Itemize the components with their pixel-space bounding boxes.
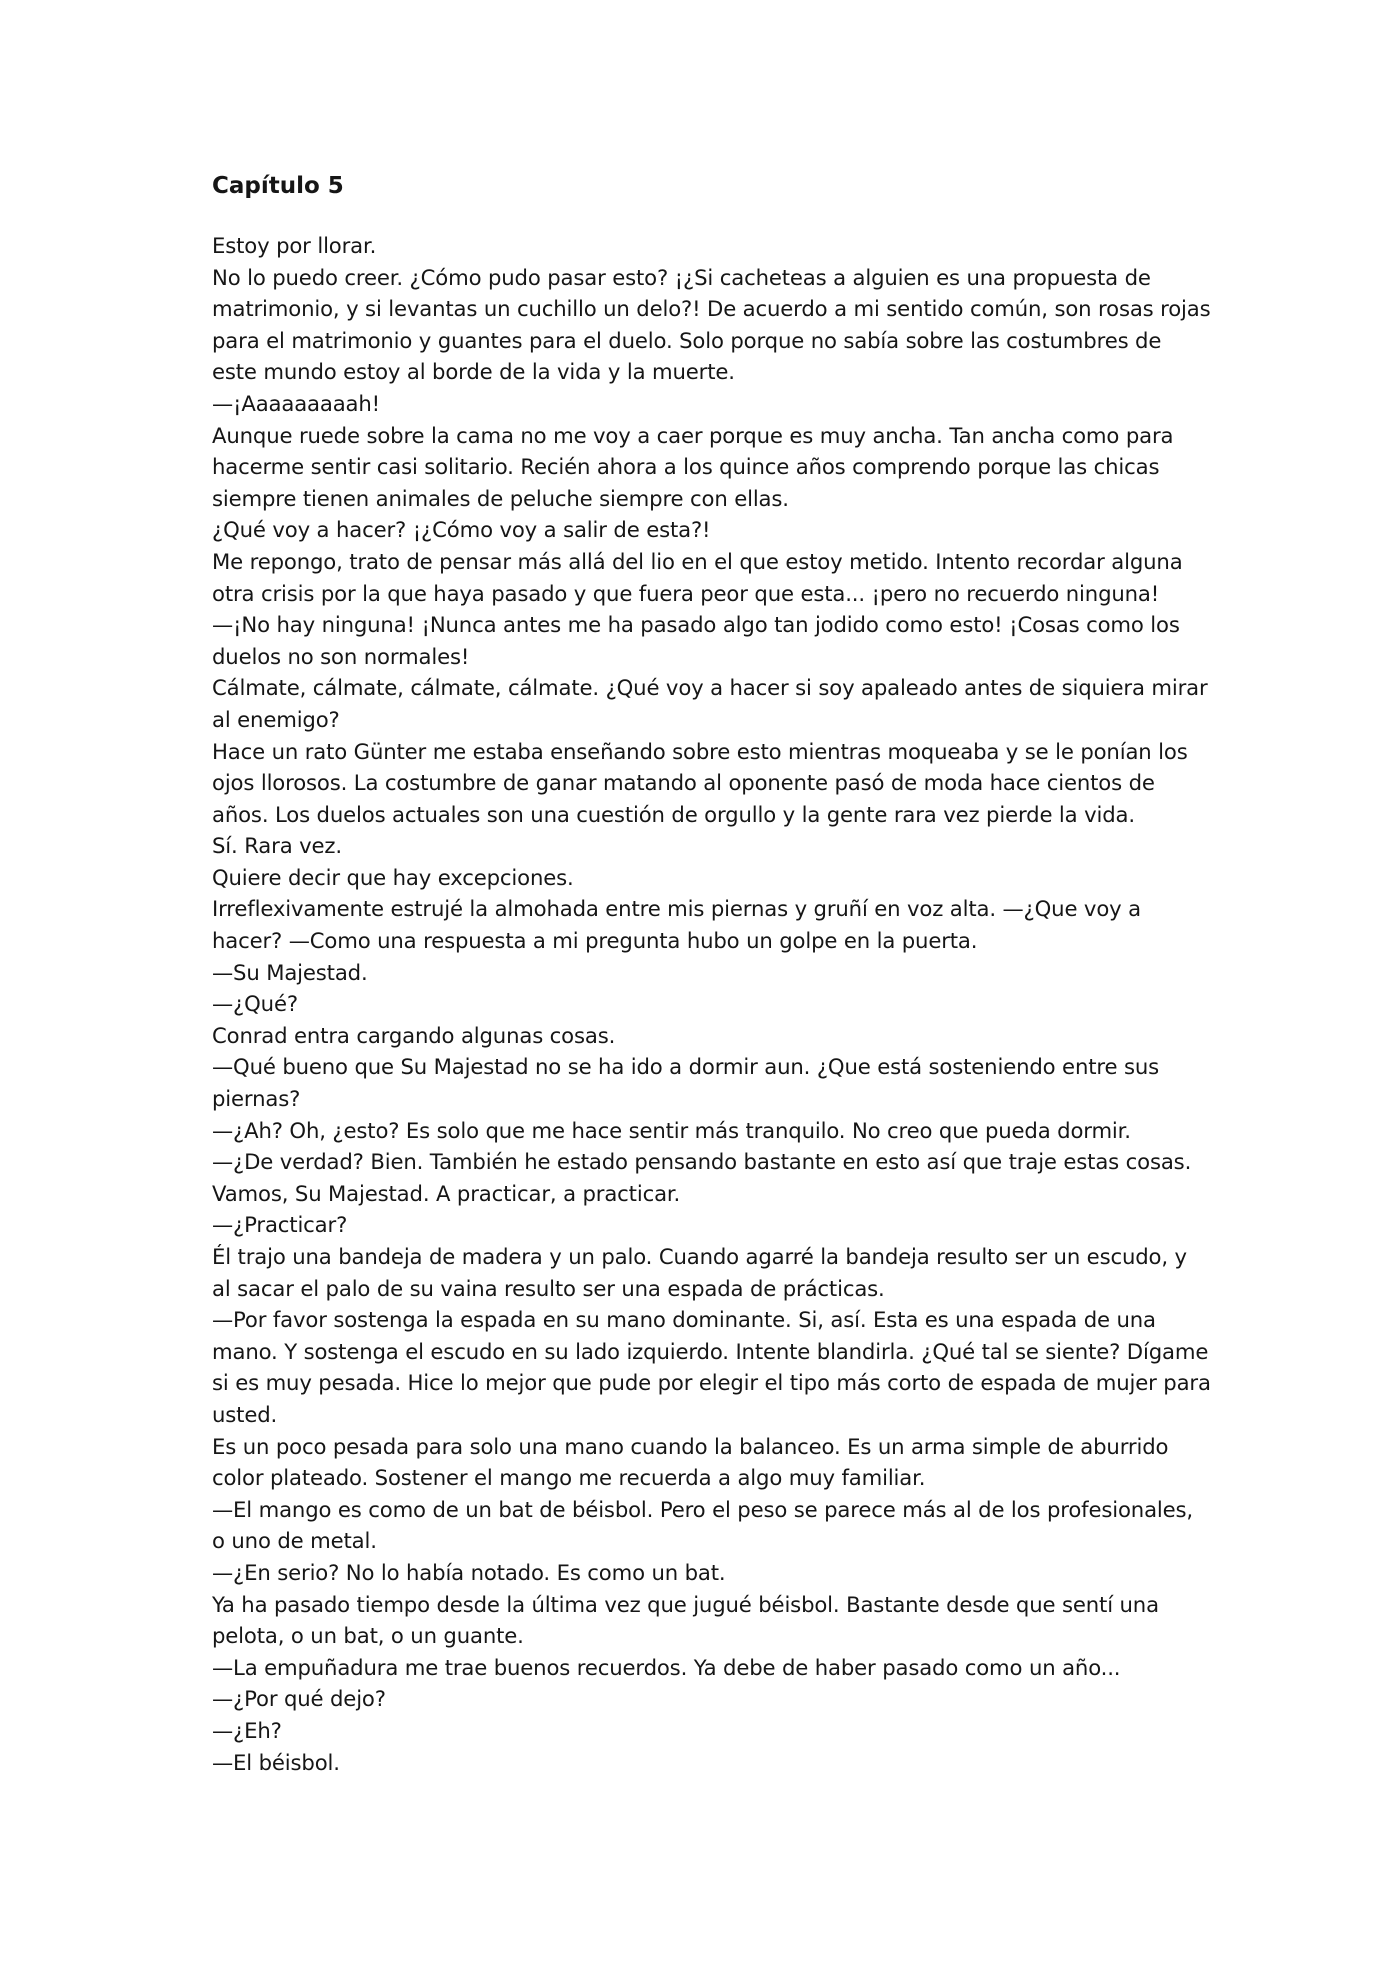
paragraph: Cálmate, cálmate, cálmate, cálmate. ¿Qué voy a hacer si soy apaleado antes de siquiera mirar al enemigo?: [212, 675, 1208, 732]
paragraph: —¿En serio? No lo había notado. Es como un bat.: [212, 1559, 726, 1585]
paragraph: —¿Qué?: [212, 991, 298, 1017]
paragraph: —¿Por qué dejo?: [212, 1686, 386, 1712]
chapter-body: [212, 230, 1212, 1778]
paragraph: —Su Majestad.: [212, 959, 368, 985]
paragraph: —Por favor sostenga la espada en su mano dominante. Si, así. Esta es una espada de una mano. Y sostenga el escudo en su lado izquierdo. Intente blandirla. ¿Qué tal se siente? Dígame si es muy pesada. Hice lo mejor que pude por elegir el tipo más corto de espada de mujer para usted.: [212, 1307, 1211, 1427]
paragraph: Irreflexivamente estrujé la almohada entre mis piernas y gruñí en voz alta. —¿Que voy a hacer? —Como una respuesta a mi pregunta hubo un golpe en la puerta.: [212, 896, 1141, 954]
paragraph: No lo puedo creer. ¿Cómo pudo pasar esto? ¡¿Si cacheteas a alguien es una propuesta de matrimonio, y si levantas un cuchillo un delo?! De acuerdo a mi sentido común, son rosas rojas para el matrimonio y guantes para el duelo. Solo porque no sabía sobre las costumbres de este mundo estoy al borde de la vida y la muerte.: [212, 264, 1211, 385]
paragraph: —La empuñadura me trae buenos recuerdos. Ya debe de haber pasado como un año...: [212, 1654, 1121, 1680]
paragraph: —¿Ah? Oh, ¿esto? Es solo que me hace sentir más tranquilo. No creo que pueda dormir.: [212, 1117, 1131, 1143]
paragraph: —¿Practicar?: [212, 1212, 348, 1238]
paragraph: Aunque ruede sobre la cama no me voy a caer porque es muy ancha. Tan ancha como para hacerme sentir casi solitario. Recién ahora a los quince años comprendo porque las chicas siempre tienen animales de peluche siempre con ellas.: [212, 422, 1174, 511]
paragraph: Me repongo, trato de pensar más allá del lio en el que estoy metido. Intento recordar alguna otra crisis por la que haya pasado y que fuera peor que esta... ¡pero no recuerdo ninguna!: [212, 548, 1183, 606]
page-content: [212, 168, 1212, 1778]
paragraph: Él trajo una bandeja de madera y un palo. Cuando agarré la bandeja resulto ser un escudo, y al sacar el palo de su vaina resulto ser una espada de prácticas.: [212, 1244, 1187, 1301]
paragraph: —¿De verdad? Bien. También he estado pensando bastante en esto así que traje estas cosas. Vamos, Su Majestad. A practicar, a practicar.: [212, 1149, 1192, 1206]
paragraph: Sí. Rara vez.: [212, 833, 342, 859]
paragraph: Hace un rato Günter me estaba enseñando sobre esto mientras moqueaba y se le ponían los ojos llorosos. La costumbre de ganar matando al oponente pasó de moda hace cientos de años. Los duelos actuales son una cuestión de orgullo y la gente rara vez pierde la vida.: [212, 738, 1188, 827]
paragraph: —El mango es como de un bat de béisbol. Pero el peso se parece más al de los profesionales, o uno de metal.: [212, 1496, 1193, 1554]
paragraph: ¿Qué voy a hacer? ¡¿Cómo voy a salir de esta?!: [212, 517, 711, 543]
paragraph: Ya ha pasado tiempo desde la última vez que jugué béisbol. Bastante desde que sentí una pelota, o un bat, o un guante.: [212, 1591, 1159, 1649]
paragraph: —¿Eh?: [212, 1717, 282, 1743]
chapter-title: Capítulo 5: [212, 173, 344, 199]
paragraph: —¡No hay ninguna! ¡Nunca antes me ha pasado algo tan jodido como esto! ¡Cosas como los duelos no son normales!: [212, 612, 1180, 669]
paragraph: —Qué bueno que Su Majestad no se ha ido a dormir aun. ¿Que está sosteniendo entre sus piernas?: [212, 1054, 1159, 1112]
paragraph: Estoy por llorar.: [212, 233, 377, 258]
paragraph: —¡Aaaaaaaaah!: [212, 390, 381, 416]
paragraph: Quiere decir que hay excepciones.: [212, 864, 574, 890]
paragraph: Conrad entra cargando algunas cosas.: [212, 1022, 616, 1048]
paragraph: —El béisbol.: [212, 1749, 340, 1775]
paragraph: Es un poco pesada para solo una mano cuando la balanceo. Es un arma simple de aburrido color plateado. Sostener el mango me recuerda a algo muy familiar.: [212, 1433, 1169, 1491]
